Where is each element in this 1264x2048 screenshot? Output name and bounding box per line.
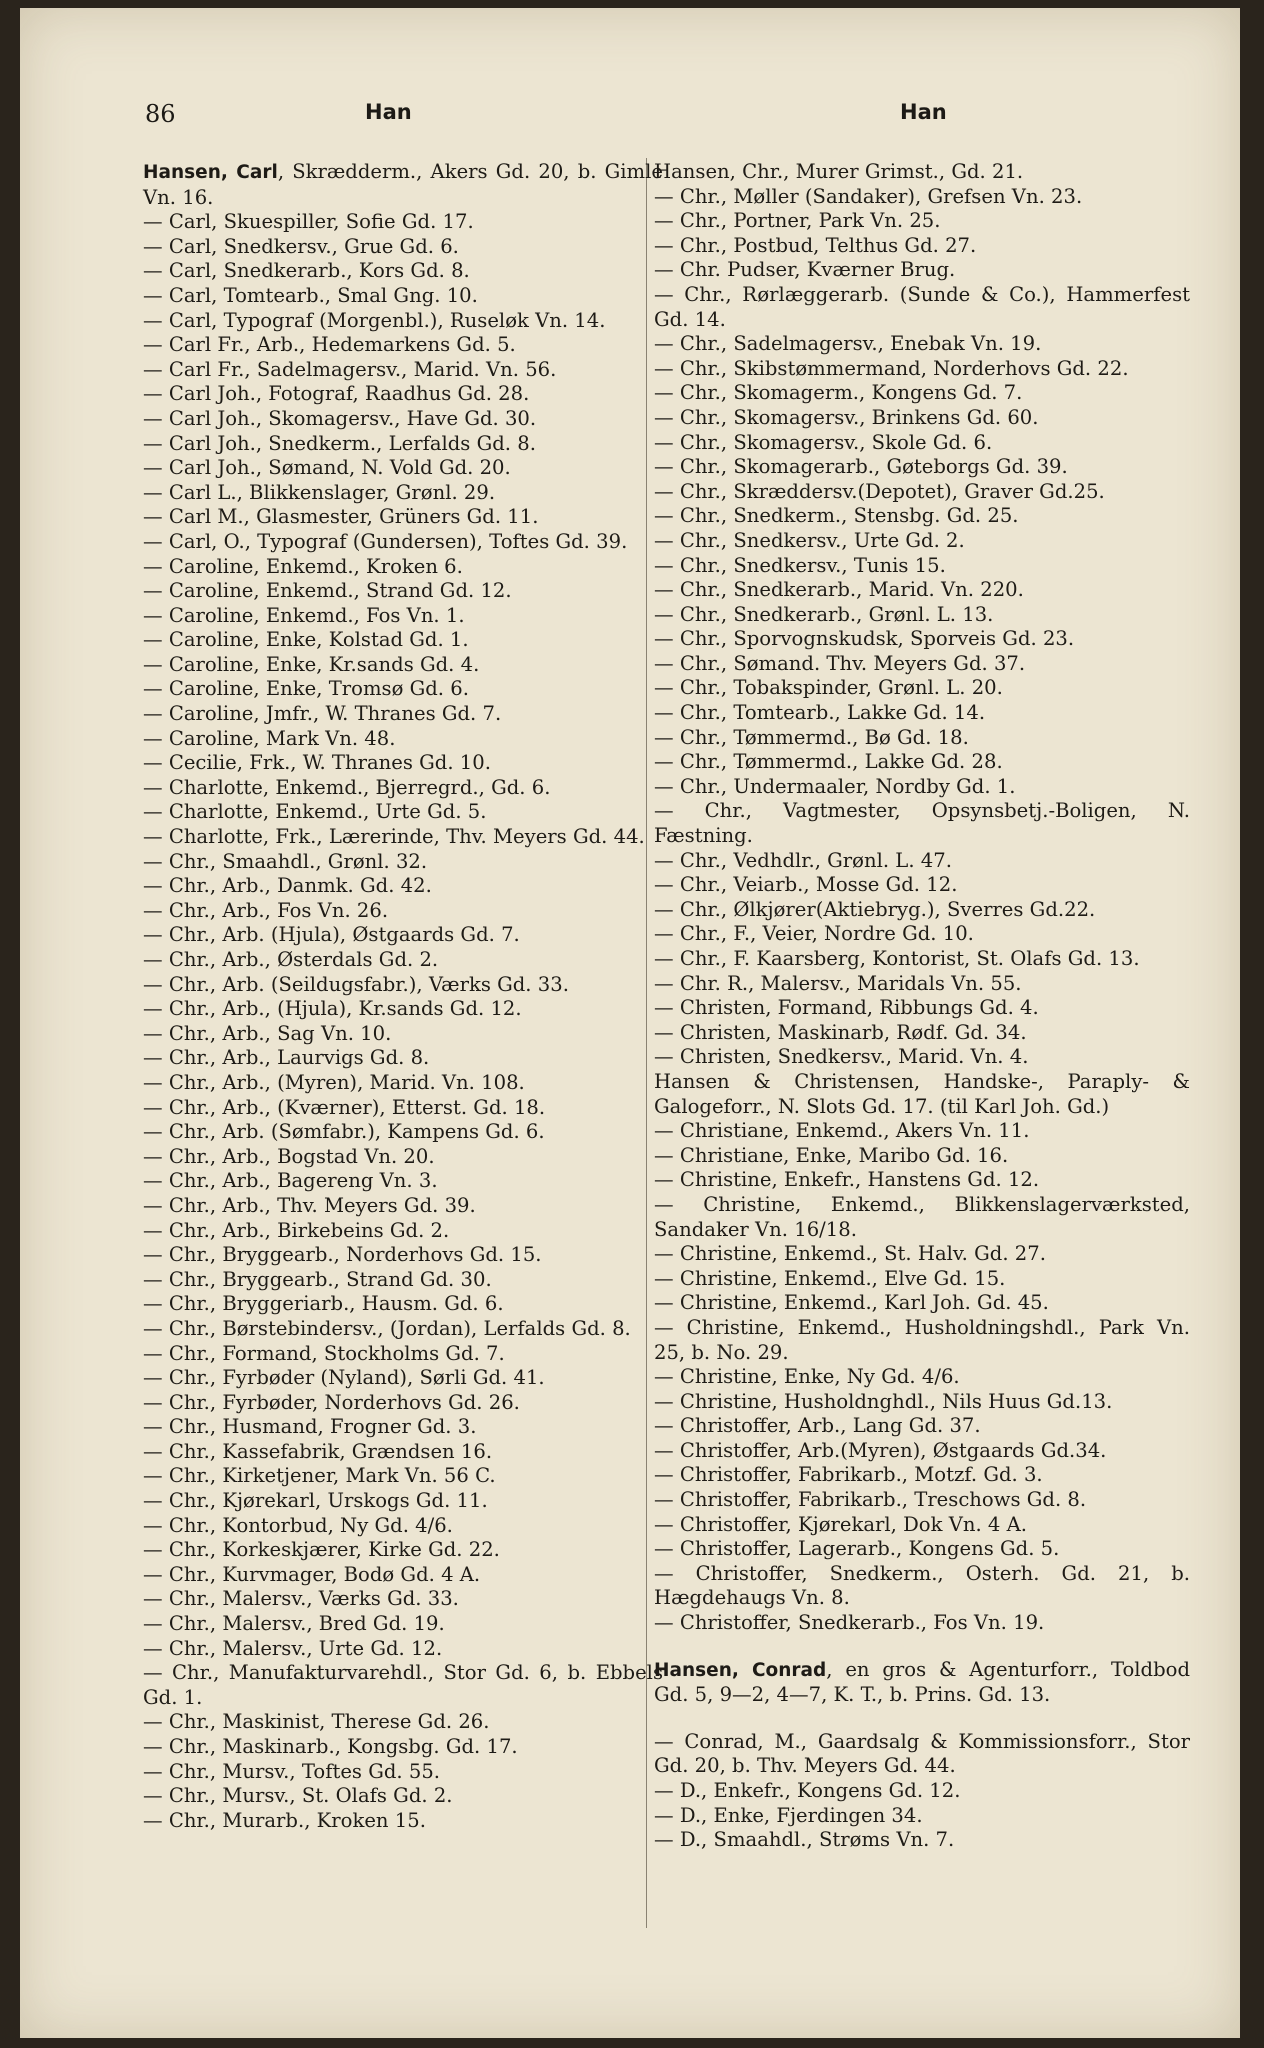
directory-entry: [654, 1291, 1190, 1316]
directory-entry: [654, 1562, 1190, 1611]
directory-entry: [654, 357, 1190, 382]
directory-entry: [654, 455, 1190, 480]
entry-text: — Carl, Typograf (Morgenbl.), Ruseløk Vn. 14.: [143, 308, 606, 332]
entry-text: — Chr., Husmand, Frogner Gd. 3.: [143, 1415, 477, 1439]
directory-entry: [143, 284, 663, 309]
directory-entry: [143, 604, 663, 629]
entry-text: — Christiane, Enkemd., Akers Vn. 11.: [654, 1119, 1030, 1143]
directory-entry: [143, 997, 663, 1022]
directory-entry: [143, 1415, 663, 1440]
directory-entry: [654, 652, 1190, 677]
directory-entry: [143, 1637, 663, 1662]
entry-text: — D., Enkefr., Kongens Gd. 12.: [654, 1779, 961, 1802]
directory-entry: [143, 800, 663, 825]
directory-entry: [654, 1463, 1190, 1488]
entry-text: — D., Smaahdl., Strøms Vn. 7.: [654, 1828, 955, 1852]
entry-text: — Christine, Enkefr., Hanstens Gd. 12.: [654, 1168, 1040, 1192]
entry-text: — Carl M., Glasmester, Grüners Gd. 11.: [143, 505, 539, 529]
entry-text: — D., Enke, Fjerdingen 34.: [654, 1803, 923, 1827]
entry-text: — Christine, Enkemd., Husholdningshdl., Park Vn. 25, b. No. 29.: [654, 1315, 1190, 1364]
directory-entry: [143, 628, 663, 653]
directory-entry: [654, 1488, 1190, 1513]
directory-entry: [654, 1730, 1190, 1779]
entry-text: , en gros & Agenturforr., Toldbod Gd. 5, 9—2, 4—7, K. T., b. Prins. Gd. 13.: [654, 1657, 1190, 1707]
entry-text: — Christoffer, Fabrikarb., Motzf. Gd. 3.: [654, 1463, 1043, 1487]
entry-text: — Chr., Tømmermd., Bø Gd. 18.: [654, 725, 969, 749]
directory-entry: [654, 1365, 1190, 1390]
entry-text: — Chr., Portner, Park Vn. 25.: [654, 209, 941, 233]
entry-gap: [654, 1636, 1190, 1658]
entry-text: — Chr. R., Malersv., Maridals Vn. 55.: [654, 971, 1022, 995]
entry-text: — Chr., F. Kaarsberg, Kontorist, St. Olafs Gd. 13.: [654, 947, 1140, 970]
entry-text: — Chr., Murarb., Kroken 15.: [143, 1808, 426, 1832]
directory-entry: [654, 1242, 1190, 1267]
entry-text: — Chr., Fyrbøder, Norderhovs Gd. 26.: [143, 1390, 520, 1414]
left-running-head: Han: [365, 100, 412, 124]
directory-entry: [654, 1316, 1190, 1365]
right-running-head: Han: [900, 100, 947, 124]
entry-text: — Chr., Sporvognskudsk, Sporveis Gd. 23.: [654, 627, 1075, 651]
entry-text: — Chr., Kirketjener, Mark Vn. 56 C.: [143, 1464, 496, 1488]
entry-text: — Chr., Malersv., Bred Gd. 19.: [143, 1612, 445, 1636]
entry-text: — Chr., Sømand. Thv. Meyers Gd. 37.: [654, 651, 1026, 675]
page-number: 86: [145, 100, 176, 128]
directory-entry: [654, 1804, 1190, 1829]
entry-text: — Chr., Bryggearb., Norderhovs Gd. 15.: [143, 1243, 542, 1267]
directory-entry: [654, 1828, 1190, 1853]
directory-entry: [143, 923, 663, 948]
entry-text: — Chr., Mursv., St. Olafs Gd. 2.: [143, 1784, 453, 1808]
directory-entry: [143, 1120, 663, 1145]
entry-text: — Chr., Ølkjører(Aktiebryg.), Sverres Gd.22.: [654, 897, 1096, 921]
directory-entry: [143, 1440, 663, 1465]
directory-entry: [143, 1735, 663, 1760]
directory-entry: [654, 1119, 1190, 1144]
entry-text: — Chr., Manufakturvarehdl., Stor Gd. 6, b. Ebbels Gd. 1.: [143, 1661, 663, 1709]
entry-text: — Carl Joh., Fotograf, Raadhus Gd. 28.: [143, 382, 530, 406]
directory-entry: [654, 283, 1190, 332]
directory-entry: [143, 677, 663, 702]
entry-text: — Chr., Skomagerarb., Gøteborgs Gd. 39.: [654, 455, 1068, 479]
entry-text: — Caroline, Jmfr., W. Thranes Gd. 7.: [143, 702, 502, 726]
directory-entry: [654, 554, 1190, 579]
entry-text: — Carl, Snedkerarb., Kors Gd. 8.: [143, 259, 470, 283]
entry-text: — Chr., Undermaaler, Nordby Gd. 1.: [654, 774, 1016, 798]
directory-entry: [654, 1144, 1190, 1169]
entry-text: — Carl Joh., Sømand, N. Vold Gd. 20.: [143, 456, 511, 480]
directory-entry: [654, 1439, 1190, 1464]
entry-text: — Christine, Husholdnghdl., Nils Huus Gd.13.: [654, 1389, 1113, 1413]
directory-entry: [654, 185, 1190, 210]
directory-entry: [143, 1391, 663, 1416]
right-column: [654, 160, 1190, 1853]
entry-text: — Chr., Snedkerm., Stensbg. Gd. 25.: [654, 504, 1019, 528]
entry-text: Hansen & Christensen, Handske-, Paraply- & Galogeforr., N. Slots Gd. 17. (til Karl Joh. Gd.): [654, 1069, 1190, 1118]
entry-text: — Chr., Arb. (Sømfabr.), Kampens Gd. 6.: [143, 1120, 545, 1144]
directory-entry: [143, 1489, 663, 1514]
directory-entry: [654, 1537, 1190, 1562]
entry-text: — Carl Fr., Arb., Hedemarkens Gd. 5.: [143, 333, 516, 357]
entry-text: — Chr., Mursv., Toftes Gd. 55.: [143, 1759, 441, 1783]
directory-page: [20, 8, 1240, 2038]
directory-entry: [654, 1070, 1190, 1119]
directory-entry: [654, 1611, 1190, 1636]
directory-entry: [143, 1538, 663, 1563]
directory-entry: [143, 358, 663, 383]
directory-entry: [143, 210, 663, 235]
entry-text: — Conrad, M., Gaardsalg & Kommissionsforr., Stor Gd. 20, b. Thv. Meyers Gd. 44.: [654, 1729, 1190, 1778]
directory-entry: [143, 382, 663, 407]
directory-entry: [143, 751, 663, 776]
entry-text: — Chr., Tømmermd., Lakke Gd. 28.: [654, 750, 1003, 774]
entry-text: — Chr., Sadelmagersv., Enebak Vn. 19.: [654, 332, 1042, 356]
entry-surname-head: Hansen, Carl: [143, 162, 278, 183]
directory-entry: [143, 1096, 663, 1121]
entry-text: — Charlotte, Frk., Lærerinde, Thv. Meyers Gd. 44.: [143, 825, 645, 849]
directory-entry: [143, 1046, 663, 1071]
directory-entry: [654, 1414, 1190, 1439]
entry-text: — Chr., Malersv., Værks Gd. 33.: [143, 1587, 459, 1611]
entry-text: — Chr., Rørlæggerarb. (Sunde & Co.), Hammerfest Gd. 14.: [654, 282, 1190, 331]
entry-text: — Chr., Veiarb., Mosse Gd. 12.: [654, 873, 958, 897]
directory-entry: [654, 726, 1190, 751]
directory-entry: [143, 702, 663, 727]
entry-text: — Christine, Enkemd., Elve Gd. 15.: [654, 1266, 1006, 1290]
directory-entry: [654, 258, 1190, 283]
entry-text: — Christine, Enkemd., Karl Joh. Gd. 45.: [654, 1291, 1049, 1315]
entry-text: — Caroline, Enkemd., Fos Vn. 1.: [143, 603, 465, 627]
entry-text: — Charlotte, Enkemd., Urte Gd. 5.: [143, 800, 487, 824]
entry-text: Hansen, Chr., Murer Grimst., Gd. 21.: [654, 160, 1024, 183]
entry-text: — Christine, Enkemd., Blikkenslagerværksted, Sandaker Vn. 16/18.: [654, 1192, 1190, 1241]
entry-text: — Carl, Skuespiller, Sofie Gd. 17.: [143, 210, 474, 234]
page-header: [20, 100, 1240, 134]
entry-text: — Caroline, Enkemd., Strand Gd. 12.: [143, 579, 512, 603]
directory-entry: [143, 1760, 663, 1785]
directory-entry: [143, 1710, 663, 1735]
entry-text: — Christiane, Enke, Maribo Gd. 16.: [654, 1143, 1009, 1167]
entry-text: — Chr., Arb., Sag Vn. 10.: [143, 1021, 392, 1045]
directory-entry: [143, 1317, 663, 1342]
directory-entry: [654, 332, 1190, 357]
entry-text: — Chr., Arb., Danmk. Gd. 42.: [143, 874, 432, 898]
directory-entry: [143, 505, 663, 530]
directory-entry: [143, 235, 663, 260]
directory-entry: [654, 160, 1190, 185]
entry-text: — Carl L., Blikkenslager, Grønl. 29.: [143, 480, 496, 504]
directory-entry: [143, 1809, 663, 1834]
entry-text: — Chr., Skomagersv., Brinkens Gd. 60.: [654, 405, 1039, 429]
entry-text: — Christoffer, Arb.(Myren), Østgaards Gd.34.: [654, 1438, 1107, 1462]
directory-entry: [654, 504, 1190, 529]
entry-text: — Chr., Snedkerarb., Marid. Vn. 220.: [654, 578, 1024, 602]
entry-text: , Skrædderm., Akers Gd. 20, b. Gimle Vn. 16.: [143, 160, 663, 209]
entry-text: — Christen, Snedkersv., Marid. Vn. 4.: [654, 1045, 1029, 1069]
directory-entry: [143, 1145, 663, 1170]
entry-gap: [654, 1708, 1190, 1730]
directory-entry: [654, 209, 1190, 234]
directory-entry: [654, 1390, 1190, 1415]
entry-text: — Charlotte, Enkemd., Bjerregrd., Gd. 6.: [143, 775, 551, 799]
directory-entry: [654, 603, 1190, 628]
entry-text: — Christen, Maskinarb, Rødf. Gd. 34.: [654, 1020, 1027, 1044]
entry-text: — Caroline, Enke, Tromsø Gd. 6.: [143, 677, 469, 701]
entry-text: — Carl, Snedkersv., Grue Gd. 6.: [143, 234, 459, 258]
directory-entry: [143, 874, 663, 899]
left-column: [143, 160, 663, 1833]
entry-text: — Caroline, Mark Vn. 48.: [143, 726, 396, 750]
directory-entry: [143, 776, 663, 801]
entry-text: — Christoffer, Fabrikarb., Treschows Gd. 8.: [654, 1488, 1087, 1512]
directory-entry: [143, 456, 663, 481]
entry-text: — Chr., Vedhdlr., Grønl. L. 47.: [654, 848, 952, 872]
directory-entry: [143, 481, 663, 506]
entry-text: — Chr., Arb., Birkebeins Gd. 2.: [143, 1218, 450, 1242]
entry-text: — Chr., Maskinist, Therese Gd. 26.: [143, 1710, 490, 1734]
directory-entry: [143, 333, 663, 358]
directory-entry: [143, 1292, 663, 1317]
directory-entry: [143, 1194, 663, 1219]
directory-entry: [143, 973, 663, 998]
directory-entry: [143, 579, 663, 604]
directory-entry: [143, 1587, 663, 1612]
entry-text: — Chr., Arb., Østerdals Gd. 2.: [143, 948, 439, 971]
entry-text: — Chr., Bryggeriarb., Hausm. Gd. 6.: [143, 1292, 504, 1316]
entry-text: — Chr., Snedkersv., Tunis 15.: [654, 553, 946, 577]
entry-text: — Chr., Arb., (Kværner), Etterst. Gd. 18.: [143, 1095, 546, 1119]
directory-entry: [143, 948, 663, 973]
directory-entry: [143, 1366, 663, 1391]
directory-entry: [143, 1514, 663, 1539]
entry-text: — Chr., Malersv., Urte Gd. 12.: [143, 1636, 443, 1660]
directory-entry: [143, 1022, 663, 1047]
directory-entry: [143, 1661, 663, 1710]
directory-entry: [143, 1612, 663, 1637]
entry-text: — Chr., Smaahdl., Grønl. 32.: [143, 849, 428, 873]
directory-entry: [654, 381, 1190, 406]
directory-entry: [654, 1021, 1190, 1046]
entry-text: — Chr., Skomagerm., Kongens Gd. 7.: [654, 381, 1023, 405]
directory-entry: [654, 750, 1190, 775]
entry-text: — Chr., Postbud, Telthus Gd. 27.: [654, 233, 977, 257]
entry-text: — Chr., Maskinarb., Kongsbg. Gd. 17.: [143, 1735, 518, 1758]
directory-entry: [654, 529, 1190, 554]
directory-entry: [143, 407, 663, 432]
entry-text: — Christine, Enkemd., St. Halv. Gd. 27.: [654, 1242, 1046, 1266]
entry-text: — Carl, Tomtearb., Smal Gng. 10.: [143, 283, 478, 307]
directory-entry: [143, 555, 663, 580]
directory-entry: [654, 996, 1190, 1021]
entry-text: — Chr., Arb., Fos Vn. 26.: [143, 898, 389, 922]
entry-text: — Chr., Arb., Bogstad Vn. 20.: [143, 1144, 435, 1168]
entry-text: — Chr., Arb., (Hjula), Kr.sands Gd. 12.: [143, 997, 522, 1021]
directory-entry: [143, 1784, 663, 1809]
entry-text: — Chr., Snedkerarb., Grønl. L. 13.: [654, 602, 994, 626]
directory-entry: [654, 1168, 1190, 1193]
entry-text: — Chr., Skræddersv.(Depotet), Graver Gd.25.: [654, 479, 1105, 503]
directory-entry: [143, 1243, 663, 1268]
directory-entry: [143, 653, 663, 678]
entry-text: — Chr., Formand, Stockholms Gd. 7.: [143, 1341, 505, 1365]
entry-text: — Christoffer, Kjørekarl, Dok Vn. 4 A.: [654, 1512, 1027, 1536]
entry-text: — Chr., Kjørekarl, Urskogs Gd. 11.: [143, 1489, 488, 1513]
entry-text: — Chr., Skomagersv., Skole Gd. 6.: [654, 430, 993, 454]
entry-text: — Christoffer, Lagerarb., Kongens Gd. 5.: [654, 1537, 1060, 1561]
entry-text: — Chr., F., Veier, Nordre Gd. 10.: [654, 922, 974, 946]
entry-text: — Chr., Arb., Thv. Meyers Gd. 39.: [143, 1193, 476, 1217]
entry-text: — Christoffer, Arb., Lang Gd. 37.: [654, 1414, 981, 1438]
directory-entry: [654, 1658, 1190, 1708]
entry-text: — Chr., Kassefabrik, Grændsen 16.: [143, 1439, 493, 1463]
entry-text: — Chr., Kurvmager, Bodø Gd. 4 A.: [143, 1562, 481, 1586]
directory-entry: [143, 1464, 663, 1489]
entry-text: — Carl, O., Typograf (Gundersen), Toftes Gd. 39.: [143, 529, 628, 553]
entry-text: — Christoffer, Snedkerm., Osterh. Gd. 21, b. Hægdehaugs Vn. 8.: [654, 1561, 1190, 1610]
entry-text: — Chr., Snedkersv., Urte Gd. 2.: [654, 528, 965, 552]
directory-entry: [143, 1342, 663, 1367]
entry-text: — Chr., Kontorbud, Ny Gd. 4/6.: [143, 1513, 453, 1537]
directory-entry: [654, 480, 1190, 505]
entry-text: — Chr., Tobakspinder, Grønl. L. 20.: [654, 676, 1003, 700]
entry-text: — Christoffer, Snedkerarb., Fos Vn. 19.: [654, 1611, 1045, 1635]
entry-text: — Chr., Bryggearb., Strand Gd. 30.: [143, 1267, 492, 1291]
directory-entry: [143, 259, 663, 284]
directory-entry: [143, 1219, 663, 1244]
entry-text: — Chr., Arb., (Myren), Marid. Vn. 108.: [143, 1070, 525, 1094]
directory-entry: [654, 873, 1190, 898]
directory-entry: [654, 234, 1190, 259]
directory-entry: [143, 727, 663, 752]
entry-text: — Chr., Korkeskjærer, Kirke Gd. 22.: [143, 1538, 500, 1562]
entry-text: — Chr., Skibstømmermand, Norderhovs Gd. 22.: [654, 356, 1129, 380]
directory-entry: [143, 160, 663, 210]
entry-text: — Chr., Møller (Sandaker), Grefsen Vn. 23.: [654, 184, 1083, 208]
entry-text: — Chr., Tomtearb., Lakke Gd. 14.: [654, 701, 986, 725]
directory-entry: [654, 799, 1190, 848]
entry-text: — Chr., Arb., Laurvigs Gd. 8.: [143, 1046, 430, 1070]
entry-text: — Caroline, Enke, Kr.sands Gd. 4.: [143, 652, 480, 676]
directory-entry: [654, 431, 1190, 456]
entry-text: — Carl Fr., Sadelmagersv., Marid. Vn. 56.: [143, 357, 557, 381]
directory-entry: [143, 1563, 663, 1588]
directory-entry: [143, 432, 663, 457]
directory-entry: [143, 530, 663, 555]
directory-entry: [654, 898, 1190, 923]
entry-text: — Chr., Arb. (Seildugsfabr.), Værks Gd. 33.: [143, 972, 569, 996]
directory-entry: [654, 1779, 1190, 1804]
entry-text: — Caroline, Enke, Kolstad Gd. 1.: [143, 628, 469, 652]
directory-entry: [654, 578, 1190, 603]
directory-entry: [143, 1169, 663, 1194]
directory-entry: [654, 701, 1190, 726]
directory-entry: [143, 1071, 663, 1096]
directory-entry: [654, 1045, 1190, 1070]
directory-entry: [143, 309, 663, 334]
entry-text: — Chr., Fyrbøder (Nyland), Sørli Gd. 41.: [143, 1366, 545, 1390]
directory-entry: [654, 627, 1190, 652]
directory-entry: [143, 1268, 663, 1293]
entry-text: — Chr., Børstebindersv., (Jordan), Lerfalds Gd. 8.: [143, 1316, 631, 1340]
entry-text: — Caroline, Enkemd., Kroken 6.: [143, 554, 463, 578]
directory-entry: [654, 947, 1190, 972]
directory-entry: [654, 922, 1190, 947]
entry-text: — Chr., Vagtmester, Opsynsbetj.-Boligen, N. Fæstning.: [654, 799, 1190, 848]
entry-text: — Christine, Enke, Ny Gd. 4/6.: [654, 1365, 960, 1389]
entry-text: — Cecilie, Frk., W. Thranes Gd. 10.: [143, 751, 491, 775]
directory-entry: [654, 676, 1190, 701]
entry-text: — Chr., Arb., Bagereng Vn. 3.: [143, 1169, 438, 1193]
entry-text: — Carl Joh., Snedkerm., Lerfalds Gd. 8.: [143, 431, 536, 455]
directory-entry: [654, 406, 1190, 431]
directory-entry: [143, 899, 663, 924]
directory-entry: [654, 972, 1190, 997]
entry-text: — Chr., Arb. (Hjula), Østgaards Gd. 7.: [143, 923, 520, 947]
directory-entry: [654, 775, 1190, 800]
directory-entry: [143, 850, 663, 875]
entry-surname-head: Hansen, Conrad: [654, 1659, 827, 1681]
directory-entry: [143, 825, 663, 850]
directory-entry: [654, 1193, 1190, 1242]
directory-entry: [654, 1267, 1190, 1292]
entry-text: — Carl Joh., Skomagersv., Have Gd. 30.: [143, 406, 537, 430]
entry-text: — Christen, Formand, Ribbungs Gd. 4.: [654, 996, 1039, 1020]
directory-entry: [654, 1513, 1190, 1538]
directory-entry: [654, 849, 1190, 874]
entry-text: — Chr. Pudser, Kværner Brug.: [654, 258, 956, 282]
